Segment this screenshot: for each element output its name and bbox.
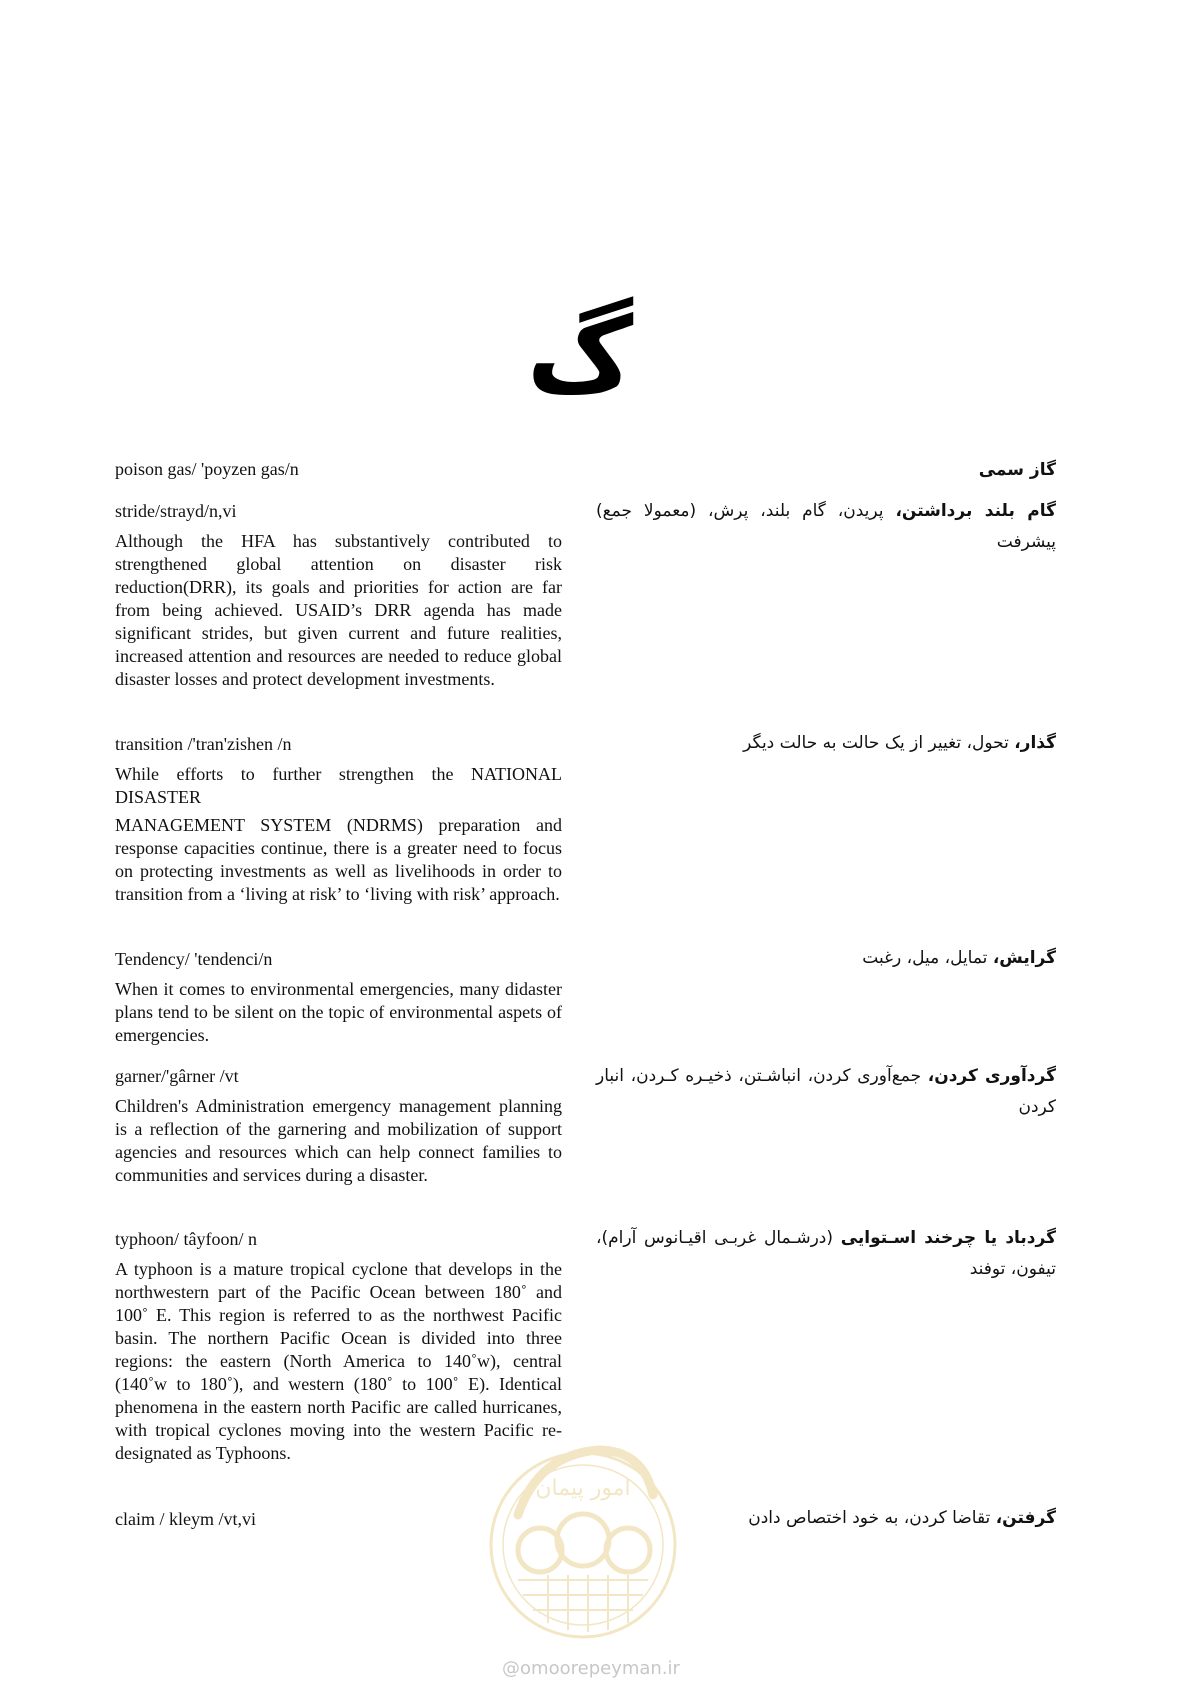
persian-headword: گرایش، xyxy=(992,948,1056,968)
persian-headword: گاز سمی xyxy=(978,460,1056,480)
entry-persian-definition xyxy=(596,728,1056,759)
entry-example: Children's Administration emergency management planning is a reflection of the garnering and mobilization of support agencies and resources which can help connect families to communities and services during a disaster. xyxy=(115,1096,562,1185)
entry-term: typhoon/ tâyfoon/ n xyxy=(115,1229,257,1249)
entry-term: transition /'tran'zishen /n xyxy=(115,734,292,754)
persian-headword: گذار، xyxy=(1014,733,1056,753)
entry-example: Although the HFA has substantively contributed to strengthened global attention on disaster risk reduction(DRR), its goals and priorities for action are far from being achieved. USAID’s DRR agenda has made significant strides, but given current and future realities, increased attention and resources are needed to reduce global disaster losses and protect development investments. xyxy=(115,531,562,689)
persian-definition-text: جمع‌آوری کردن، انباشـتن، ذخیـره کـردن، انبار کردن xyxy=(596,1066,1056,1117)
entry-persian-definition xyxy=(596,1223,1056,1285)
persian-headword: گردباد یا چرخند اسـتوایی xyxy=(840,1228,1056,1248)
entry-persian-definition xyxy=(596,943,1056,974)
watermark-url: @omoorepeyman.ir xyxy=(502,1658,680,1679)
entry-persian-definition xyxy=(596,455,1056,486)
entry-term: claim / kleym /vt,vi xyxy=(115,1509,256,1529)
entry-term: Tendency/ 'tendenci/n xyxy=(115,949,273,969)
section-letter-heading: گ xyxy=(526,294,634,416)
entry-persian-definition xyxy=(596,1503,1056,1534)
persian-definition-text: تقاضا کردن، به خود اختصاص دادن xyxy=(748,1508,996,1528)
watermark-logo-text: امور پیمان xyxy=(535,1476,631,1501)
persian-headword: گرفتن، xyxy=(995,1508,1056,1528)
persian-headword: گام بلند برداشتن، xyxy=(895,501,1056,521)
persian-definition-text: تحول، تغییر از یک حالت به حالت دیگر xyxy=(743,733,1015,753)
entry-example: A typhoon is a mature tropical cyclone that develops in the northwestern part of the Pacific Ocean between 180˚ and 100˚ E. This region is referred to as the northwest Pacific basin. The northern Pacific Ocean is divided into three regions: the eastern (North America to 140˚w), central (140˚w to 180˚), and western (180˚ to 100˚ E). Identical phenomena in the eastern north Pacific are called hurricanes, with tropical cyclones moving into the western Pacific re- designated as Typhoons. xyxy=(115,1259,562,1463)
entry-term: poison gas/ 'poyzen gas/n xyxy=(115,459,299,479)
entry-persian-definition xyxy=(596,1061,1056,1123)
persian-definition-text: پریدن، گام بلند، پرش، (معمولا جمع) پیشرفت xyxy=(596,501,1056,552)
persian-headword: گردآوری کردن، xyxy=(927,1066,1056,1086)
entry-term: stride/strayd/n,vi xyxy=(115,501,237,521)
entry-persian-definition xyxy=(596,496,1056,558)
entry-term: garner/'gârner /vt xyxy=(115,1066,239,1086)
persian-definition-text: تمایل، میل، رغبت xyxy=(862,948,993,968)
persian-definition-text: (درشـمال غربـی اقیـانوس آرام)، تیفون، توفند xyxy=(596,1228,1056,1279)
entry-example: MANAGEMENT SYSTEM (NDRMS) preparation and response capacities continue, there is a greater need to focus on protecting investments as well as livelihoods in order to transition from a ‘living at risk’ to ‘living with risk’ approach. xyxy=(115,815,562,904)
entry-example: When it comes to environmental emergencies, many didaster plans tend to be silent on the topic of environmental aspets of emergencies. xyxy=(115,979,562,1045)
entry-example: While efforts to further strengthen the NATIONAL DISASTER xyxy=(115,764,562,807)
